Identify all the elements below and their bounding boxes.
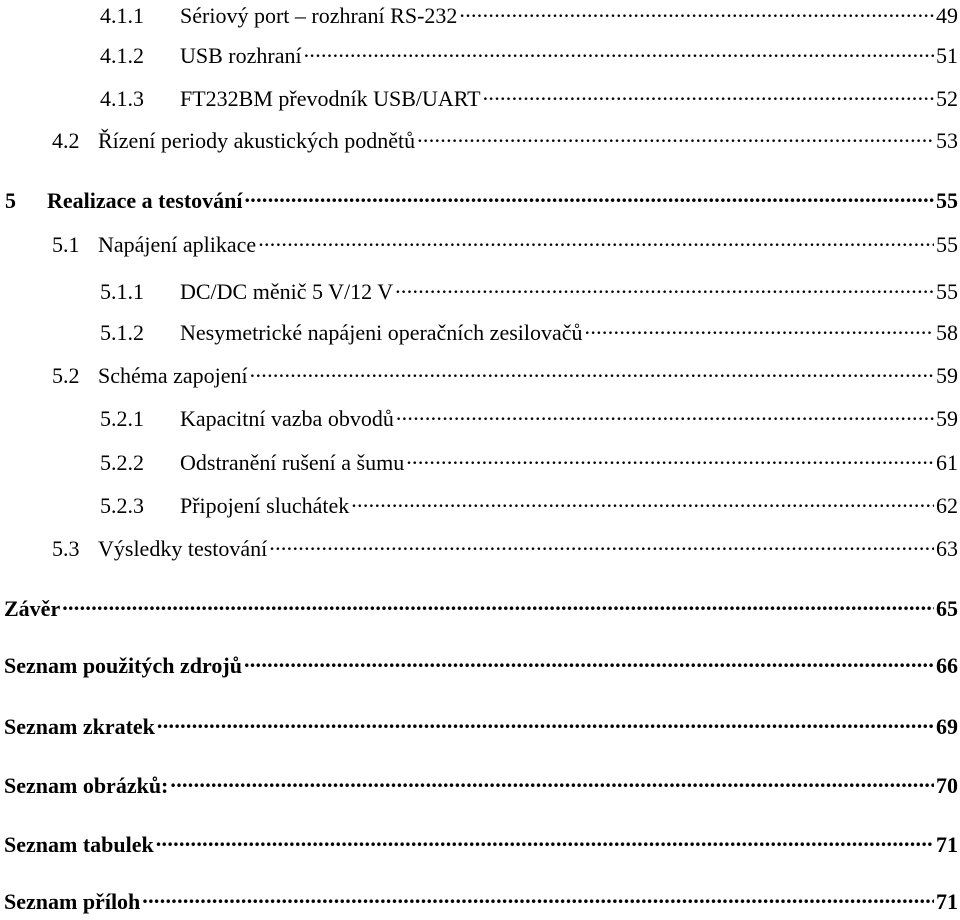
toc-entry-title: Řízení periody akustických podnětů <box>98 128 416 153</box>
dot-leader <box>417 126 934 148</box>
dot-leader <box>250 361 934 383</box>
toc-entry-page: 49 <box>936 3 958 28</box>
toc-entry-title: DC/DC měnič 5 V/12 V <box>180 279 394 304</box>
dot-leader <box>258 230 934 252</box>
toc-entry-5-2-2[interactable] <box>100 448 960 476</box>
toc-entry-page: 51 <box>936 43 958 68</box>
toc-entry-zaver[interactable] <box>4 594 960 622</box>
toc-entry-page: 53 <box>936 128 958 153</box>
toc-entry-title: FT232BM převodník USB/UART <box>180 86 481 111</box>
toc-entry-number: 5.3 <box>52 536 80 561</box>
toc-entry-title: Připojení sluchátek <box>180 493 350 518</box>
toc-entry-number: 5.1.2 <box>100 320 144 345</box>
toc-entry-page: 61 <box>936 450 958 475</box>
toc-entry-number: 4.1.3 <box>100 86 144 111</box>
toc-entry-page: 65 <box>936 596 958 621</box>
toc-entry-page: 71 <box>936 889 958 914</box>
toc-entry-page: 55 <box>936 279 958 304</box>
toc-entry-5[interactable] <box>5 186 960 214</box>
toc-entry-page: 52 <box>936 86 958 111</box>
toc-entry-4-2[interactable] <box>52 126 960 154</box>
toc-entry-title: Napájení aplikace <box>98 232 257 257</box>
toc-entry-seznam-zdroju[interactable] <box>4 651 960 679</box>
toc-entry-title: USB rozhraní <box>180 43 302 68</box>
dot-leader <box>244 651 934 673</box>
dot-leader <box>170 771 934 793</box>
dot-leader <box>245 186 935 208</box>
toc-entry-title: Schéma zapojení <box>98 363 248 388</box>
dot-leader <box>396 404 934 426</box>
toc-entry-title: Seznam zkratek <box>4 714 155 739</box>
toc-entry-page: 62 <box>936 493 958 518</box>
dot-leader <box>585 318 934 340</box>
toc-entry-5-2-1[interactable] <box>100 404 960 432</box>
toc-entry-title: Seznam obrázků: <box>4 773 169 798</box>
toc-entry-page: 59 <box>936 406 958 431</box>
toc-entry-4-1-3[interactable] <box>100 84 960 112</box>
toc-entry-number: 5.2.3 <box>100 493 144 518</box>
toc-entry-page: 66 <box>936 653 958 678</box>
dot-leader <box>157 712 934 734</box>
dot-leader <box>142 887 934 909</box>
toc-entry-number: 5.1.1 <box>100 279 144 304</box>
toc-entry-page: 71 <box>936 832 958 857</box>
dot-leader <box>459 1 934 23</box>
toc-entry-seznam-tabulek[interactable] <box>4 830 960 858</box>
dot-leader <box>304 41 934 63</box>
toc-entry-number: 4.2 <box>52 128 80 153</box>
dot-leader <box>406 448 934 470</box>
toc-entry-title: Odstranění rušení a šumu <box>180 450 405 475</box>
toc-entry-page: 55 <box>936 188 958 213</box>
toc-entry-title: Sériový port – rozhraní RS-232 <box>180 3 458 28</box>
toc-entry-title: Závěr <box>4 596 61 621</box>
toc-entry-page: 70 <box>936 773 958 798</box>
toc-entry-5-1-1[interactable] <box>100 277 960 305</box>
toc-entry-4-1-2[interactable] <box>100 41 960 69</box>
dot-leader <box>483 84 934 106</box>
toc-entry-title: Výsledky testování <box>98 536 268 561</box>
dot-leader <box>62 594 934 616</box>
toc-entry-title: Nesymetrické napájeni operačních zesilovačů <box>180 320 583 345</box>
toc-entry-number: 4.1.1 <box>100 3 144 28</box>
toc-entry-page: 59 <box>936 363 958 388</box>
toc-entry-seznam-zkratek[interactable] <box>4 712 960 740</box>
toc-entry-number: 4.1.2 <box>100 43 144 68</box>
dot-leader <box>351 491 934 513</box>
toc-entry-number: 5.2.2 <box>100 450 144 475</box>
toc-entry-4-1-1[interactable] <box>100 1 960 29</box>
toc-entry-number: 5.1 <box>52 232 80 257</box>
toc-entry-page: 55 <box>936 232 958 257</box>
dot-leader <box>395 277 934 299</box>
toc-entry-5-2-3[interactable] <box>100 491 960 519</box>
toc-entry-title: Seznam tabulek <box>4 832 154 857</box>
toc-entry-seznam-priloh[interactable] <box>4 887 960 915</box>
toc-entry-number: 5.2.1 <box>100 406 144 431</box>
toc-entry-number: 5 <box>5 188 16 213</box>
toc-entry-title: Seznam použitých zdrojů <box>4 653 242 678</box>
toc-entry-number: 5.2 <box>52 363 80 388</box>
toc-entry-title: Realizace a testování <box>47 188 243 213</box>
toc-entry-page: 63 <box>936 536 958 561</box>
toc-entry-title: Kapacitní vazba obvodů <box>180 406 394 431</box>
toc-entry-page: 69 <box>936 714 958 739</box>
toc-entry-title: Seznam příloh <box>4 889 141 914</box>
dot-leader <box>156 830 934 852</box>
toc-entry-page: 58 <box>936 320 958 345</box>
toc-entry-5-2[interactable] <box>52 361 960 389</box>
toc-entry-seznam-obrazku[interactable] <box>4 771 960 799</box>
dot-leader <box>269 534 934 556</box>
toc-entry-5-3[interactable] <box>52 534 960 562</box>
toc-entry-5-1-2[interactable] <box>100 318 960 346</box>
toc-entry-5-1[interactable] <box>52 230 960 258</box>
